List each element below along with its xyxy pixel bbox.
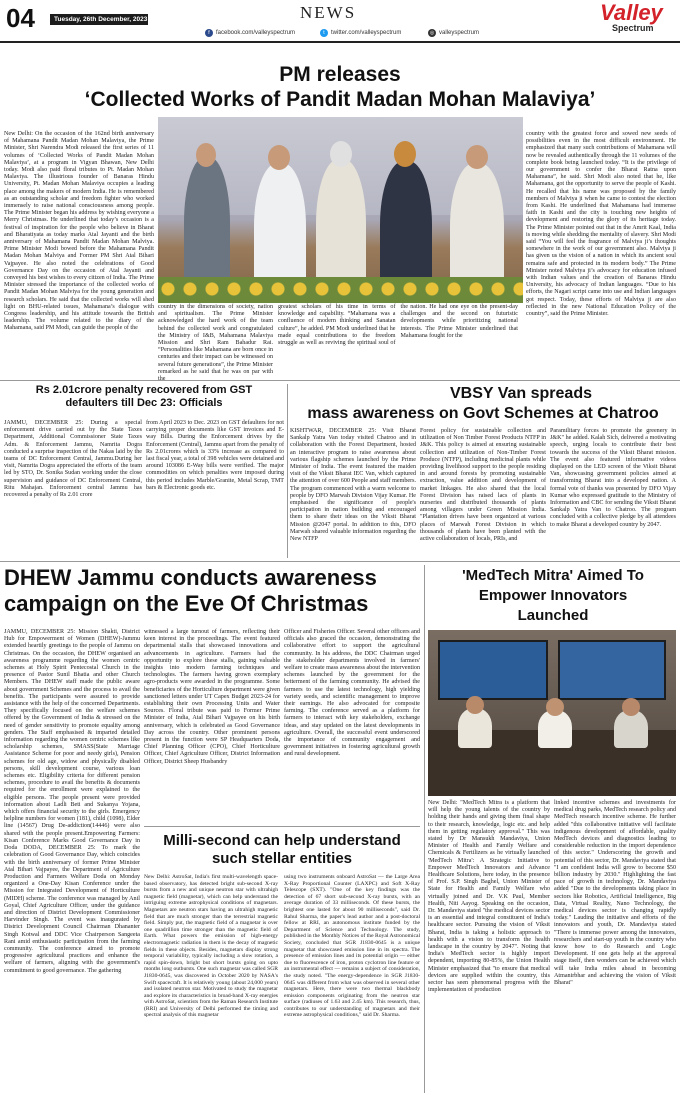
article5-col2: using two instruments onboard AstroSat — the Large Area X-Ray Proportional Counter (LAXPC) and Soft X-Ray Telescope (SXT). "One of the key findings was the detection of 67 short sub-second X-ray bursts, with an average duration of 33 milliseconds. Of these bursts, the brightest one lasted for about 90 milliseconds", said Dr. Rahul Sharma, the paper's lead author and a post-doctoral fellow at RRI, an autonomous institute funded by the Department of Science and Technology. The study, published in the Monthly Notices of the Royal Astronomical Society, concluded that SGR J1830-0645 is a unique magnetar that showcased emission line in its spectra. The presence of emission lines and its potential origin — either due to fluorescence of iron, proton cyclotron line feature or an instrumental effect — remains a subject of consideration, the study noted. "The energy-dependence in SGR J1830-0645 was different from what was observed in several other magnetars. Here, there were two thermal blackbody emission components originating from the neutron star surface (radiuses of 1.63 and 2.45 km). This research, thus, contributes to our understanding of magnetars and their extreme astrophysical conditions," said Dr. Sharma. xyxy=(284,874,420,1019)
article5-col1: New Delhi: AstroSat, India's first multi-wavelength space-based observatory, has detected bright sub-second X-ray bursts from a new and unique neutron star with ultrahigh magnetic field (magnetar), which can help understand the intriguing extreme astrophysical conditions of magnetars. Magnetars are neutron stars having an ultrahigh magnetic field that are much stronger than the terrestrial magnetic field. Simply put, the magnetic field of a magnetar is over one quadrillion time stronger than the magnetic field of Earth. What powers the emission of high-energy electromagnetic radiation in them is the decay of magnetic fields in these objects. Besides, magnetars display strong temporal variability, typically including a slow rotation, a rapid spin-down, bright but short bursts going on upto months long outbursts. One such magnetar was called SGR J1830-0645, was discovered in October 2020 by NASA's Swift spacecraft. It is relatively young (about 24,000 years) and isolated neutron star. Motivated to study the magnetar and explore its characteristics in broad-band X-ray energies with AstroSat, scientists from the Raman Research Institute (RRI) and University of Delhi performed the timing and spectral analysis of this magnetar xyxy=(144,874,278,1019)
article1-headline-line1: PM releases xyxy=(279,63,401,86)
photo-person-head xyxy=(622,698,640,716)
article4-headline-line1: DHEW Jammu conducts awareness xyxy=(4,565,377,590)
logo xyxy=(600,2,678,42)
article1-col4: country with the greatest force and sowed new seeds of possibilities even in the most difficult environment. He emphasized that many such contributions of Mahamana will now be revealed authentically through the 11 volumes of the complete book being launched today. “It is the privilege of our government to confer the Bharat Ratna upon Mahamana”, he said. Shri Modi also noted that he, like Mahamana, got the opportunity to serve the people of Kashi. He recalled that his name was proposed by the family members of Malviya ji when he came to contest the election from Kashi. He underlined that Mahamana had immense faith in Kashi and the city is touching new heights of development and restoring the glory of its heritage today. The Prime Minister pointed out that in the Amrit Kaal, India is moving while shedding the mentality of slavery. Shri Modi said “You will feel the fragrance of Malviya ji’s thoughts somewhere in the work of our government also. Malviya ji has given us the vision of a nation in which its ancient soul remains safe and protected in its modern body.” The Prime Minister noted Malviya ji’s advocacy for education infused with Indian values and the creation of Banaras Hindu University, his advocacy of Indian languages. “Due to his efforts, the Nagari script came into use and Indian languages got respect. Today, these efforts of Malviya ji are also reflected in the new National Education Policy of the country”, said the Prime Minister. xyxy=(526,131,676,318)
date-bar: Tuesday, 26th December, 2023 xyxy=(50,14,148,25)
article4-headline-line2: campaign on the Eve Of Christmas xyxy=(4,591,369,616)
photo-person-head xyxy=(546,698,564,716)
logo-main: Valley xyxy=(600,0,663,25)
article5-headline-line2: such stellar entities xyxy=(211,850,353,867)
article6-headline-line1: 'MedTech Mitra' Aimed To xyxy=(462,567,644,584)
facebook-handle: facebook.com/valleyspectrum xyxy=(216,30,296,36)
twitter-link[interactable] xyxy=(320,29,401,37)
article2-col2: from April 2023 to Dec. 2023 on GST defaulters for not carrying proper documents like GST invoices and E-way Bills. During the Enforcement drives by the Enforcement (Central), Jammu apart from the penalty of Rs 2.01crores which is 33% increase as compared to last fiscal year, a total of 398 vehicles were detained and around 103086 E-Way bills were verified. The major commodities on which penalties were imposed during this period includes Marble/Granite, Metal Scrap, TMT bars & Electronic goods etc. xyxy=(146,420,284,491)
article1-col1: New Delhi: On the occasion of the 162nd birth anniversary of Mahamana Pandit Madan Mohan Malaviya, the Prime Minister, Shri Narendra Modi released the first series of 11 volumes of ‘Collected Works of Pandit Madan Mohan Malaviya’, at a program in Vigyan Bhawan, New Delhi today. Modi also paid floral tributes to Pt. Madan Mohan Malaviya. The illustrious founder of Banaras Hindu University, Pt. Madan Mohan Malaviya occupies a leading place among the makers of modern India. He is remembered as an outstanding scholar and freedom fighter who worked immensely to raise national consciousness among people. The Prime Minister began his address by wishing everyone a Merry Christmas. He underlined that today’s occasion is a festival of inspiration for the people who believe in Bharat and Bharatiyata as today marks Atal Jayanti and the birth anniversary of Mahamana Pandit Madan Mohan Malviya. Prime Minister Modi bowed before the Mahamana Pandit Madan Mohan Malviya and Former PM Shri Atal Bihari Vajpayee. He also noted the celebrations of Good Governance Day on the occasion of Atal Jayanti and conveyed his best wishes to every citizen of India. The Prime Minister stressed the importance of the collected works of Pandit Madan Mohan Malviya for the young generation and research scholars. He said that the collected works will shed light on BHU-related issues, Mahamana’s dialogue with Congress leadership, and his attitude towards the British leadership. The volume related to the diary of the Mahamana, said PM Modi, can guide the people of the xyxy=(4,131,154,332)
article1-col2: country in the dimensions of society, nation and spiritualism. The Prime Minister acknowledged the hard work of the team behind the collected work and congratulated the Ministry of I&B, Mahamana Malaviya Mission and Shri Ram Bahadur Rai. “Personalities like Mahamana are born once in centuries and their impact can be witnessed on several future generations”, the Prime Minister remarked as he said that he was on par with xyxy=(158,304,273,375)
photo-screen xyxy=(558,640,666,700)
article3-col1: KISHTWAR, DECEMBER 25: Visit Bharat Sankalp Yatra Van today visited Chatroo and in collaboration with the Forest Department, hosted an interactive program to raise awareness about various flagship schemes launched by the Prime Minister of India. The event featured the maiden visit of the Viksit Bharat IEC Van, which captured the attention of over 600 People and staff members. The program commenced with a warm welcome to people by DFO Marwah Division Vijay Kumar. He emphasised the significance of people's participation in nation building and encouraged them to share their ideas on the Viksit Bharat Mission @2047 portal. In addition to this, DFO Marwah shared valuable information regarding the New NTFP xyxy=(290,428,416,543)
article6-headline-line3: Launched xyxy=(517,607,589,624)
article3-col3: Paramilitary forces to promote the greenery in J&K" he added. Kalah Sich, delivered a motivating speech, urging locals to contribute their best towards the success of the Viksit Bharat mission. The event also featured informative videos displayed on the LED screen of the Viksit Bharat Van, showcasing government policies aimed at transforming Bharat into a developed nation. A formal vote of thanks was presented by DFO Vijay Kumar who expressed gratitude to the Ministry of Information and CBC for sending the Viksit Bharat Sankalp Yatra Van to Chatroo. The program concluded with a collective pledge by all attendees to make Bharat a developed country by 2047. xyxy=(550,428,676,528)
photo-person xyxy=(458,708,492,748)
pm-release-photo xyxy=(158,117,523,303)
article3-headline-line2: mass awareness on Govt Schemes at Chatroo xyxy=(307,405,659,422)
photo-flowers xyxy=(158,277,523,303)
photo-person-head xyxy=(330,141,352,167)
divider xyxy=(287,384,288,558)
logo-sub: Spectrum xyxy=(612,23,654,33)
article2-col1: JAMMU, DECEMBER 25: During a special enforcement drive carried out by the State Taxes Department, Additional Commissioner State Taxes Adm. & Enforcement Jammu, Namrita Dogra conducted a surprise inspection of the Nakas laid by the teams of DC Enforcement Central, Jammu.During her visit, Namrita Dogra appreciated the efforts of the team led by STO, Dr. Sonika Sudan working under the close supervision and guidance of DC Enforcement Central, Ritu Mahajan. Enforcement central Jammu has recovered a penalty of Rs 2.01 crore xyxy=(4,420,142,499)
medtech-launch-photo xyxy=(428,630,676,796)
photo-person-head xyxy=(466,145,488,169)
divider xyxy=(424,565,425,1093)
article4-col1: JAMMU, DECEMBER 25: Mission Shakti, District Hub for Empowerment of Women (DHEW)-Jammu extended heartily greetings to the people of Jammu on Christmas. On the occasion, the DHEW organised an awareness programme regarding the women centric schemes at Holy Spirit Pentecostal Church in the presence of Pastor Sunil Bhatia and other Church Members. The DHEW staff made the public aware about government Schemes and the process to avail the benefits. The participants were assured to provide assistance with the help of the concerned Departments. They specifically focused on the welfare schemes offered by the Government of India & stressed on the need of gender sensitivity to promote equality among genders. The Staff emphasised & imparted detailed information regarding the women centric schemes like scholarship schemes, SMASS(State Marriage Assistance Scheme for poor and needy girls), Pension schemes for old age, widow and physically disabled persons, skill development course, various loan schemes etc. Eligibility criteria for different pension schemes, procedure to avail the benefits & documents required for the enrollment were explained to the eligible persons. The people present were provided information about Ladli Beti and Sukanya Yojana, which offers financial security to the girls. Emergency helpline numbers for women (181), child (1098), Elder line (14567) Drug De-addiction(14446) were also shared with the people present.Empowering Farmers: Kisan Conference Marks Good Governance Day in Doda DODA, DECEMBER 25: To mark the celebration of Good Governance Day, which coincides with the birth anniversary of former Prime Minister Atal Bihari Vajpayee, the Department of Agriculture Production and Farmers Welfare Doda on Monday organized a One-Day Kisan Conference under the Mission for Integrated Development of Horticulture (MIDH) scheme. The conference was managed by Anil Goyal, Chief Agriculture Officer, under the guidance and direction of District Development Commissioner Harvinder Singh. The event was inaugurated by District Development Council Chairman Dhananter Singh Kotwal and DDC Vice Chairperson Sangeeta Rani amid enthusiastic participation from the farming community. The conference aimed to promote progressive agricultural practices and enhance the welfare of farmers, aligning with the government's commitment to good governance. The gathering xyxy=(4,629,140,974)
article2-headline-line2: defaulters till Dec 23: Officials xyxy=(65,397,223,409)
article6-headline-line2: Empower Innovators xyxy=(478,587,628,604)
facebook-link[interactable] xyxy=(205,29,295,37)
photo-screen xyxy=(438,640,548,700)
article1-col3: greatest scholars of his time in terms of knowledge and capability. “Mahamana was a confluence of modern thinking and Sanatan culture”, he added. PM Modi underlined that he made equal contributions to the freedom struggle as well as reviving the spiritual soul of the nation. He had one eye on the present-day challenges and the second on futuristic developments while prioritizing national interests. The Prime Minister underlined that Mahamana fought for the xyxy=(278,304,518,347)
section-title: NEWS xyxy=(300,3,357,22)
article6-col1: New Delhi: "MedTech Mitra is a platform that will help the young talents of the country by holding their hands and giving them final shape to their research, knowledge, logic etc. and help them in getting regulatory approval." This was stated by Dr Mansukh Mandaviya, Union Minister of Health and Family Welfare and Chemicals & Fertilizers as he virtually launched 'MedTech Mitra': A Strategic Initiative to Empower MedTech Innovators and Advance Healthcare Solutions, here today, in the presence of Prof. S.P. Singh Baghel, Union Minister of State for Health and Family Welfare who virtually joined and Dr. V.K Paul, Member Health, Niti Aayog. Speaking on the occasion, Dr. Mandaviya stated "the medical devices sector is an essential and integral constituent of India's healthcare sector. Pursuing the vision of Viksit Bharat, India is taking a holistic approach to health with a vision to transform the health landscape in the country by 2047". Noting that India's MedTech sector is highly import dependent, importing 80-85%, the Union Health Minister emphasized that "to ensure that medical devices are supplied within the country, this sector has seen phenomenal progress with the implementation of production xyxy=(428,800,550,994)
article6-col2: linked incentive schemes and investments for medical drug parks, MedTech research policy and MedTech research incentive scheme. He further added "this collaborative initiative will facilitate indigenous development of affordable, quality MedTech devices and diagnostics leading to considerable reduction in the import dependence of this sector." Underscoring the growth and potential of this sector, Dr. Mandaviya stated that "I am confident India will grow to become $50 billion industry by 2030." Highlighting the fast pace of growth in technology, Dr. Mandaviya added "Due to the developments taking place in sectors like Robotics, Artificial Intelligence, Big Data, Virtual Reality, Nano Technology, the medical devices sector is changing rapidly today." Lauding the initiative and efforts of the innovators and youth, Dr. Mandaviya stated "There is immense power among the innovators, researchers and start-up youth in the country who know how to do Research and Logic Development. If one gets help at the approval stage itself, then wonders can be achieved which will take India miles ahead in becoming Atmanirbhar and achieving the vision of Viksit Bharat" xyxy=(554,800,676,987)
article4-col3: Officer and Fisheries Officer. Several other officers and officials also graced the occasion, demonstrating the collaborative effort to support the agricultural community. In his address, the DDC Chairman urged the stakeholder departments involved in farmers' welfare to create mass awareness about the intervention schemes launched by the government for the betterment of the farming community. He advised the farmers to use the latest technology, high yielding variety seeds, and scientific management to improve their earnings. He also advocated for composite farming. The conference served as a platform for farmers to interact with key stakeholders, exchange ideas, and stay updated on the latest developments in agriculture. Overall, the successful event underscored the importance of community engagement and government initiatives in fostering agricultural growth and rural development. xyxy=(284,629,420,758)
instagram-handle: valleyspectrum xyxy=(439,30,480,36)
page-number: 04 xyxy=(6,3,35,33)
article2-headline-line1: Rs 2.01crore penalty recovered from GST xyxy=(35,384,253,396)
instagram-link[interactable] xyxy=(428,29,479,37)
divider xyxy=(144,826,420,827)
photo-person-head xyxy=(394,141,416,167)
article5-headline-line1: Milli-second can help understand xyxy=(163,832,401,849)
instagram-icon: ◎ xyxy=(429,30,435,36)
masthead-rule xyxy=(0,41,680,43)
twitter-handle: twitter.com/valleyspectrum xyxy=(331,30,402,36)
twitter-icon: t xyxy=(320,29,328,37)
photo-person-head xyxy=(466,696,484,714)
article3-headline-line1: VBSY Van spreads xyxy=(450,385,592,402)
facebook-icon: f xyxy=(205,29,213,37)
photo-person-head xyxy=(196,143,216,167)
divider xyxy=(0,380,680,381)
divider xyxy=(0,561,680,562)
article3-col2: Forest policy for sustainable collection and utilization of Non Timber Forest Products NTFP in J&K. This policy is aimed at ensuring sustainable collection and utilization of Non-Timber Forest Produce (NTFP), including medicinal plants while providing livelihood support to the people residing in and around forests by promoting sustainable extraction, value addition and development of market linkages. He also shared that the local Forest Division has raised lacs of plants in nurseries and distributed thousands of plants among villagers under Green Mission India. "Plantation drives have been organized at various places of Marwah Forest Division in which thousands of plants have been planted with the active collaboration of locals, PRIs, and xyxy=(420,428,546,543)
photo-person-head xyxy=(268,145,290,170)
article1-headline-line2: ‘Collected Works of Pandit Madan Mohan Malaviya’ xyxy=(84,88,596,111)
article4-col2: witnessed a large turnout of farmers, reflecting their keen interest in the proceedings. The event featured departmental stalls that showcased innovations and advancements in agriculture. Farmers had the opportunity to explore these stalls, gaining valuable insights into modern farming techniques and technologies. The farmers having grown exemplary agro-products were awarded in the programme. Some beneficiaries of the Horticulture department were given sanctioned letters under UT Capex Budget 2023-24 for establishing their own Processing Units and Water Sources. Floral tribute was paid to Former Prime Minister of India, Atal Bihari Vajpayee on his birth anniversary, which is celebrated as Good Governance Day across the country. Other prominent persons present in the function were SP Headquarters Doda, Chief Planning Officer (CPO), Chief Horticulture Officer, Chief Agriculture Officer, District Information Officer, District Sheep Husbandry xyxy=(144,629,280,765)
